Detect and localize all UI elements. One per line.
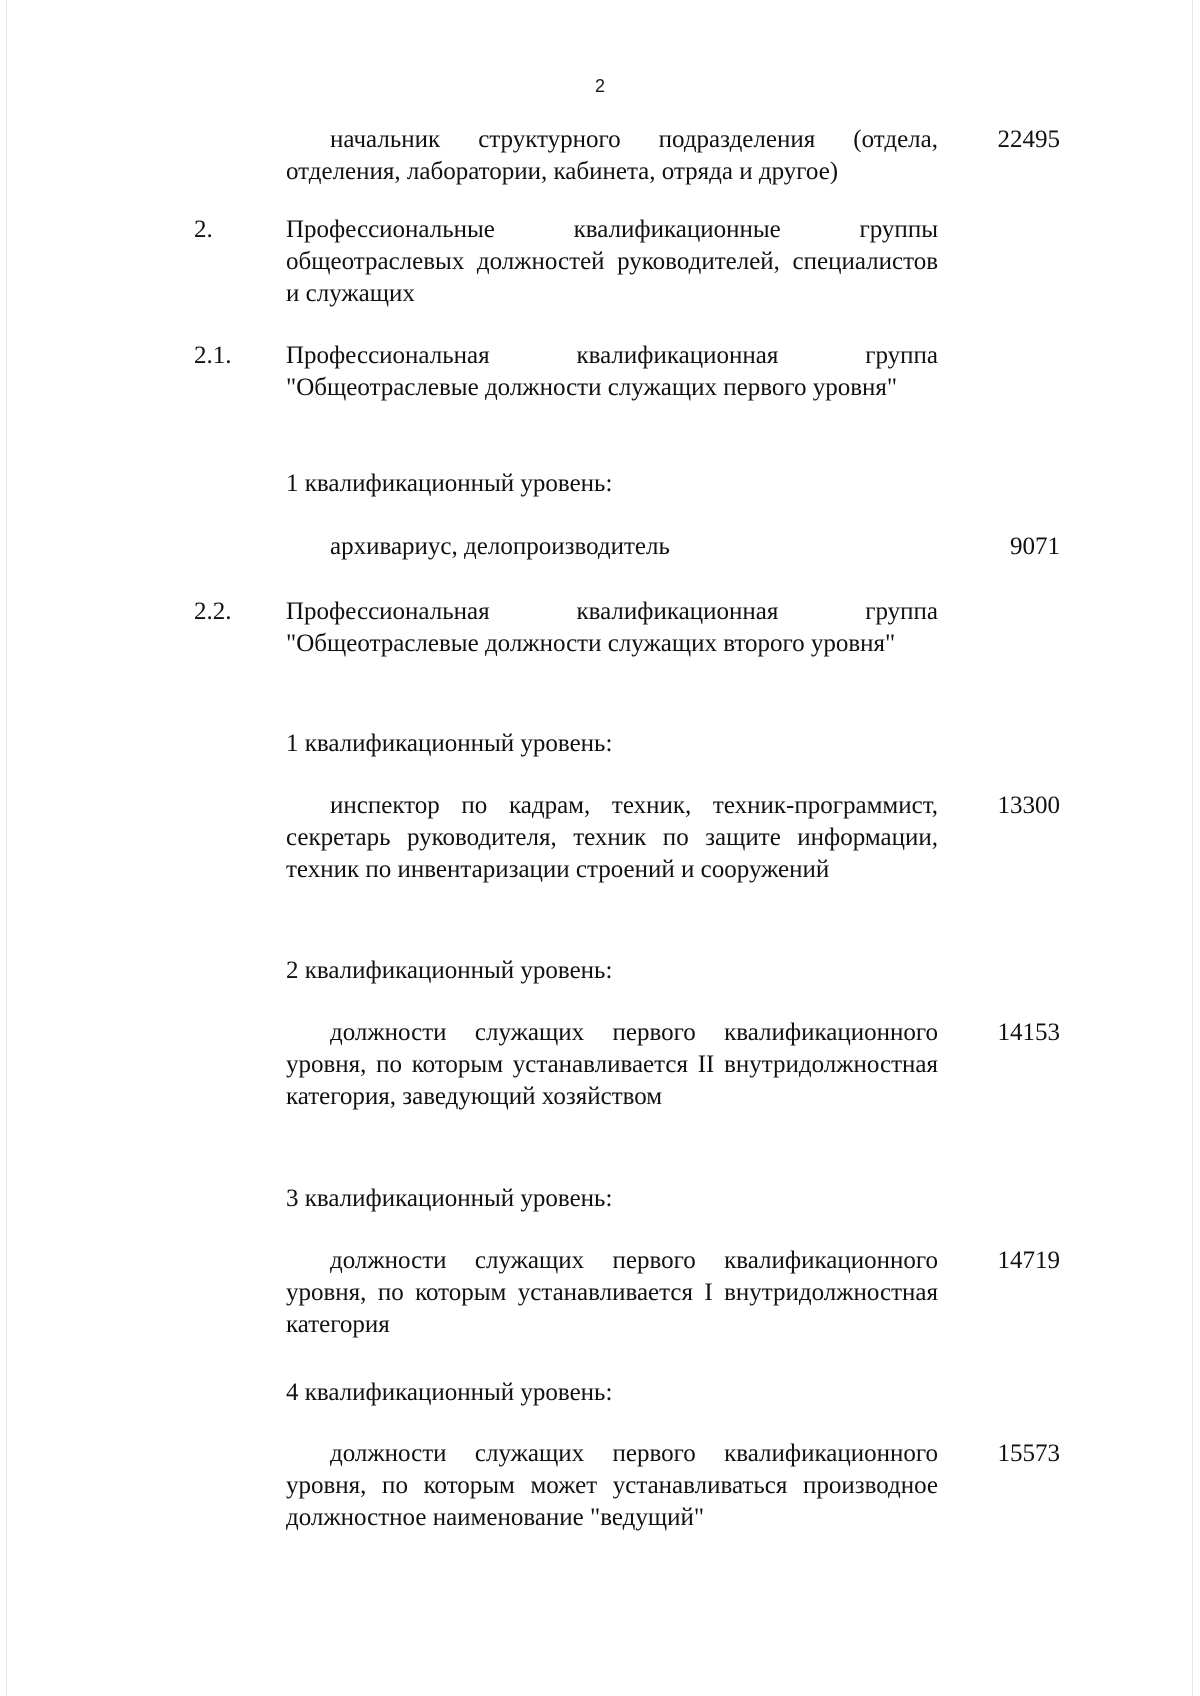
position-text: должности служащих первого квалификационного уровня, по которым устанавливается I внутридолжностная категория [286, 1247, 938, 1338]
page-number: 2 [594, 76, 605, 96]
scan-edge-right [1192, 0, 1193, 1696]
salary-value: 22495 [997, 126, 1060, 153]
section-number: 2. [194, 216, 213, 243]
salary-value: 15573 [997, 1440, 1060, 1467]
section-number: 2.2. [194, 598, 232, 625]
position-text: должности служащих первого квалификационного уровня, по которым может устанавливаться производное должностное наименование "ведущий" [286, 1440, 938, 1531]
level-label: 4 квалификационный уровень: [286, 1379, 613, 1406]
position-text: инспектор по кадрам, техник, техник-программист, секретарь руководителя, техник по защите информации, техник по инвентаризации строений и сооружений [286, 792, 938, 883]
salary-value: 14153 [997, 1019, 1060, 1046]
section-title: Профессиональные квалификационные группы общеотраслевых должностей руководителей, специалистов и служащих [286, 216, 938, 307]
salary-value: 14719 [997, 1247, 1060, 1274]
section-title: Профессиональная квалификационная группа "Общеотраслевые должности служащих первого уровня" [286, 342, 938, 401]
position-text: должности служащих первого квалификационного уровня, по которым устанавливается II внутридолжностная категория, заведующий хозяйством [286, 1019, 938, 1110]
salary-value: 9071 [1010, 533, 1060, 560]
section-number: 2.1. [194, 342, 232, 369]
position-text: начальник структурного подразделения (отдела, отделения, лаборатории, кабинета, отряда и другое) [286, 126, 938, 185]
position-text: архивариус, делопроизводитель [330, 533, 670, 560]
level-label: 1 квалификационный уровень: [286, 730, 613, 757]
section-title: Профессиональная квалификационная группа "Общеотраслевые должности служащих второго уровня" [286, 598, 938, 657]
scan-edge-left [6, 0, 7, 1696]
salary-value: 13300 [997, 792, 1060, 819]
level-label: 3 квалификационный уровень: [286, 1185, 613, 1212]
level-label: 1 квалификационный уровень: [286, 470, 613, 497]
level-label: 2 квалификационный уровень: [286, 957, 613, 984]
